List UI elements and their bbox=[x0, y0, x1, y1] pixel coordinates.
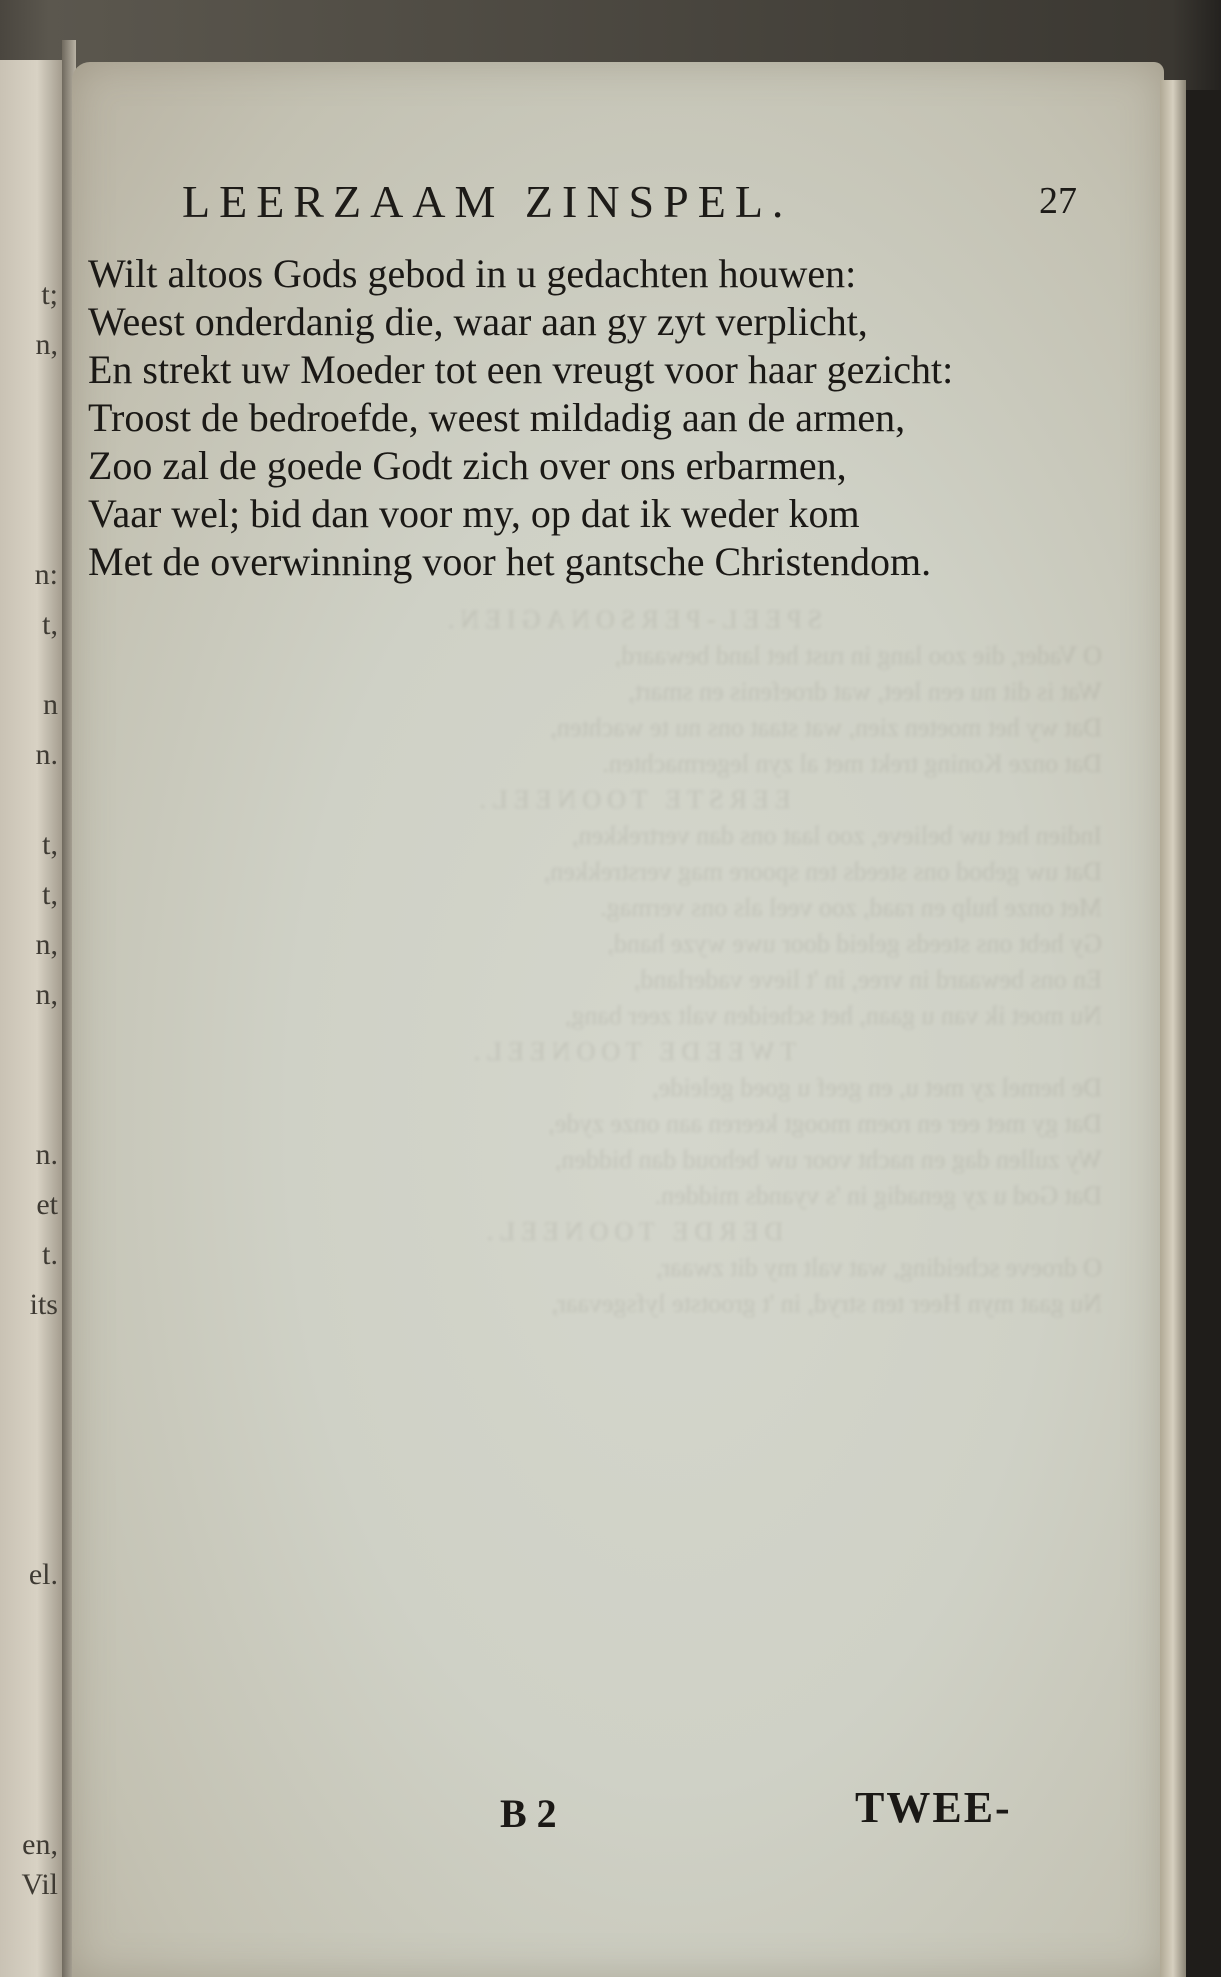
left-page-fragment: t, bbox=[42, 878, 58, 911]
ghost-line: Gy hebt ons steeds geleid door uwe wyze hand, bbox=[607, 929, 1102, 958]
ghost-line: En ons bewaard in vree, in 't lieve vaderland, bbox=[633, 965, 1102, 994]
left-page-fragment: t, bbox=[42, 608, 58, 641]
left-page-fragment: n, bbox=[35, 328, 58, 361]
ghost-line: O droeve scheiding, wat valt my dit zwaar, bbox=[656, 1253, 1102, 1282]
ghost-line: EERSTE TOONEEL. bbox=[473, 785, 791, 814]
page-number: 27 bbox=[1039, 180, 1077, 222]
verse-line: Vaar wel; bid dan voor my, op dat ik weder kom bbox=[88, 491, 860, 536]
verse-line: En strekt uw Moeder tot een vreugt voor haar gezicht: bbox=[88, 347, 954, 392]
running-title: LEERZAAM ZINSPEL. bbox=[182, 176, 793, 227]
left-page-fragment: el. bbox=[28, 1558, 58, 1591]
show-through-text bbox=[162, 602, 1102, 1752]
left-page-fragment: t, bbox=[42, 828, 58, 861]
verse-line: Troost de bedroefde, weest mildadig aan de armen, bbox=[88, 395, 906, 440]
left-page-fragment: t. bbox=[42, 1238, 58, 1271]
ghost-line: Wat is dit nu een leet, wat droefenis en smart, bbox=[628, 677, 1102, 706]
running-head bbox=[107, 175, 1077, 235]
left-page-fragment: n, bbox=[35, 928, 58, 961]
ghost-line: Nu gaat myn Heer ten stryd, in 't grootste lyfsgevaar, bbox=[551, 1289, 1102, 1318]
verse-line: Wilt altoos Gods gebod in u gedachten houwen: bbox=[88, 251, 857, 296]
left-page-fragment: n. bbox=[35, 1138, 58, 1171]
left-page-fragment: n, bbox=[35, 978, 58, 1011]
ghost-line: De hemel zy met u, en geef u goed geleide, bbox=[652, 1073, 1102, 1102]
ghost-line: Wy zullen dag en nacht voor uw behoud dan bidden, bbox=[554, 1145, 1102, 1174]
ghost-line: Nu moet ik van u gaan, het scheiden valt zeer bang, bbox=[564, 1001, 1102, 1030]
verse-line: Zoo zal de goede Godt zich over ons erbarmen, bbox=[88, 443, 847, 488]
ghost-line: Dat God u zy genadig in 's vyands midden. bbox=[654, 1181, 1102, 1210]
signature-mark: B 2 bbox=[500, 1791, 557, 1836]
ghost-line: O Vader, die zoo lang in rust het land bewaard, bbox=[614, 641, 1102, 670]
left-facing-page bbox=[0, 60, 64, 1977]
ghost-line: Dat uw gebod ons steeds ten spoore mag verstrekken, bbox=[543, 857, 1102, 886]
ghost-line: Dat wy het moeten zien, wat staat ons nu te wachten, bbox=[550, 713, 1102, 742]
catchword: TWEE- bbox=[855, 1783, 1012, 1832]
page-edge-stack bbox=[1160, 80, 1186, 1977]
left-page-fragment: et bbox=[36, 1188, 58, 1221]
left-page-fragment: en, bbox=[22, 1828, 58, 1861]
verse-block bbox=[88, 250, 1088, 586]
ghost-line: Indien het uw believe, zoo laat ons dan vertrekken, bbox=[572, 821, 1102, 850]
ghost-line: SPEEL-PERSONAGIEN. bbox=[441, 605, 823, 634]
ghost-line: Dat gy met eer en roem moogt keeren aan onze zyde, bbox=[548, 1109, 1102, 1138]
left-page-fragment: Vil bbox=[21, 1868, 58, 1901]
book-cover-edge bbox=[1186, 90, 1221, 1977]
left-page-fragment: t; bbox=[41, 278, 58, 311]
verse-line: Weest onderdanig die, waar aan gy zyt verplicht, bbox=[88, 299, 868, 344]
ghost-line: Met onze hulp en raad, zoo veel als ons vermag. bbox=[600, 893, 1102, 922]
left-page-fragment: its bbox=[29, 1288, 58, 1321]
left-page-fragment: n bbox=[43, 688, 58, 721]
verse-line: Met de overwinning voor het gantsche Christendom. bbox=[88, 539, 932, 584]
ghost-line: DERDE TOONEEL. bbox=[480, 1217, 784, 1246]
left-page-fragment: n. bbox=[35, 738, 58, 771]
ghost-line: Dat onze Koning trekt met al zyn legermachten. bbox=[602, 749, 1102, 778]
left-page-fragment: n: bbox=[34, 558, 58, 591]
ghost-line: TWEEDE TOONEEL. bbox=[467, 1037, 797, 1066]
